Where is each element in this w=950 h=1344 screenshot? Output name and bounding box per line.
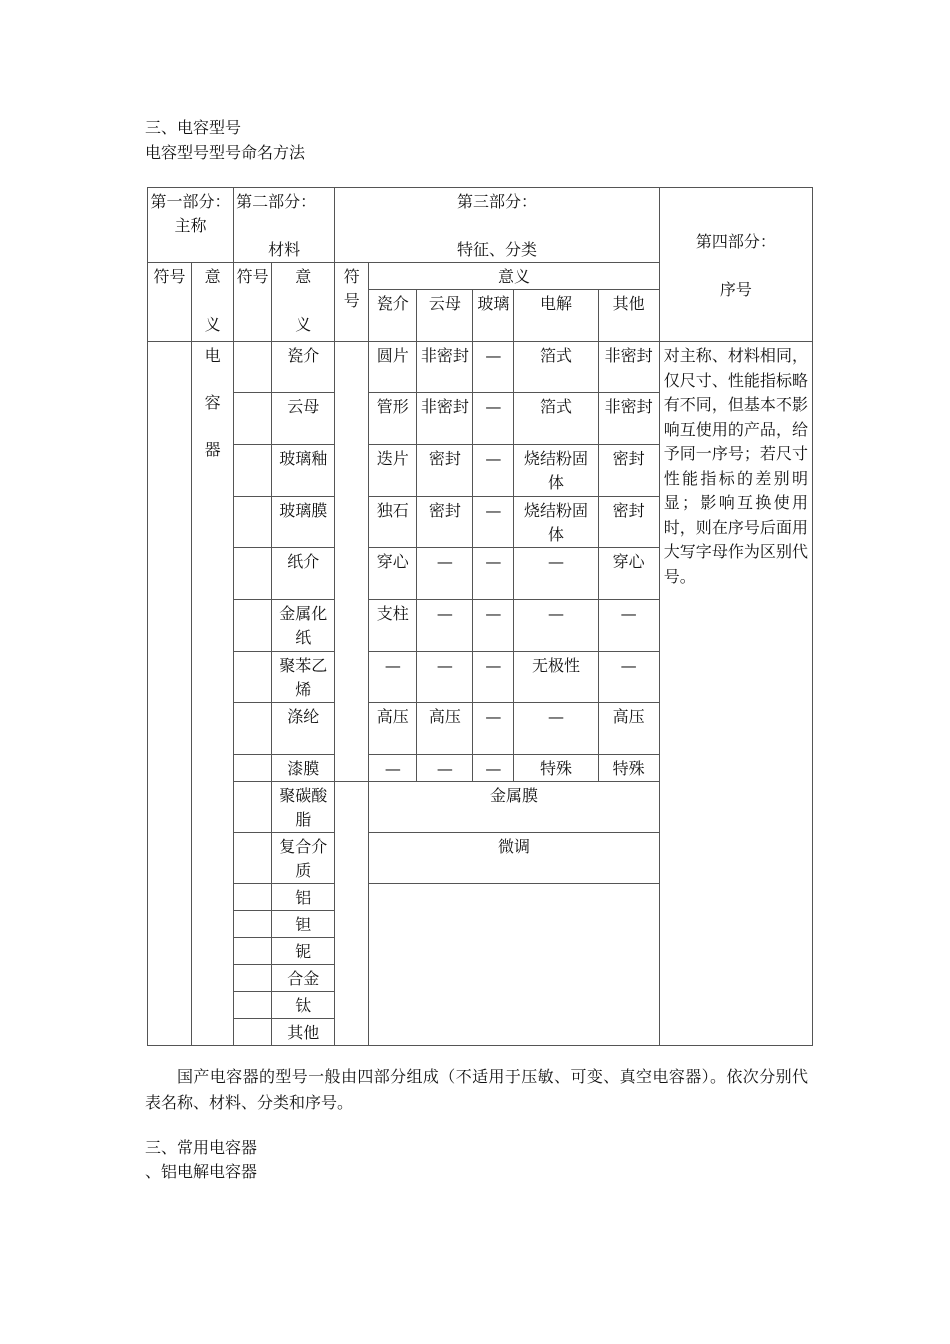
empty-block <box>369 884 659 1046</box>
header-part2: 第二部分： 材料 <box>234 188 335 263</box>
table-row <box>148 342 813 393</box>
cell-glass: — <box>473 497 514 548</box>
col-symbol-3: 符号 <box>335 263 369 342</box>
cell-other: 密封 <box>598 497 659 548</box>
material-symbol <box>234 497 272 548</box>
cell-mica: — <box>417 652 473 703</box>
material-name: 合金 <box>272 965 335 992</box>
cell-ceramic: — <box>369 755 417 782</box>
col-symbol-2: 符号 <box>234 263 272 342</box>
cell-ceramic: 高压 <box>369 703 417 755</box>
material-symbol <box>234 965 272 992</box>
material-name: 瓷介 <box>272 342 335 393</box>
table-caption: 电容型号型号命名方法 <box>145 143 306 162</box>
cell-glass: — <box>473 600 514 652</box>
cell-mica: — <box>417 548 473 600</box>
material-symbol <box>234 884 272 911</box>
cell-mica: — <box>417 755 473 782</box>
material-name: 聚碳酸脂 <box>272 782 335 833</box>
material-symbol <box>234 1019 272 1046</box>
serial-note: 对主称、材料相同，仅尺寸、性能指标略有不同，但基本不影响互使用的产品，给予同一序号；若尺寸性能指标的差别明显；影响互换使用时，则在序号后面用大写字母作为区别代号。 <box>659 342 812 1046</box>
header-part4: 第四部分： 序号 <box>659 188 812 342</box>
material-name: 玻璃釉 <box>272 445 335 497</box>
cell-electrolytic: 箔式 <box>514 393 598 445</box>
cell-ceramic: 穿心 <box>369 548 417 600</box>
material-name: 钛 <box>272 992 335 1019</box>
cat-mica: 云母 <box>417 290 473 342</box>
header-part3: 第三部分： 特征、分类 <box>335 188 659 263</box>
subsection-heading: 、铝电解电容器 <box>145 1162 258 1181</box>
material-name: 聚苯乙烯 <box>272 652 335 703</box>
span-cell: 金属膜 <box>369 782 659 833</box>
cell-glass: — <box>473 393 514 445</box>
cell-ceramic: — <box>369 652 417 703</box>
cell-electrolytic: — <box>514 703 598 755</box>
cell-ceramic: 独石 <box>369 497 417 548</box>
cell-mica: 非密封 <box>417 393 473 445</box>
body-paragraph: 国产电容器的型号一般由四部分组成（不适用于压敏、可变、真空电容器）。依次分别代表名称、材料、分类和序号。 <box>145 1067 808 1112</box>
cell-ceramic: 管形 <box>369 393 417 445</box>
cell-electrolytic: — <box>514 548 598 600</box>
material-symbol <box>234 652 272 703</box>
cell-other: 非密封 <box>598 393 659 445</box>
material-name: 玻璃膜 <box>272 497 335 548</box>
cell-other: 高压 <box>598 703 659 755</box>
class-symbol-cell <box>335 782 369 1046</box>
material-symbol <box>234 548 272 600</box>
material-name: 云母 <box>272 393 335 445</box>
section-heading: 三、常用电容器 <box>145 1138 258 1157</box>
main-name-cell: 电 容 器 <box>192 342 234 1046</box>
material-symbol <box>234 755 272 782</box>
material-name: 涤纶 <box>272 703 335 755</box>
material-symbol <box>234 445 272 497</box>
cell-electrolytic: 烧结粉固体 <box>514 497 598 548</box>
cell-electrolytic: 箔式 <box>514 342 598 393</box>
cell-other: 穿心 <box>598 548 659 600</box>
cell-mica: — <box>417 600 473 652</box>
cell-mica: 高压 <box>417 703 473 755</box>
col-meaning-3: 意义 <box>369 263 659 290</box>
cell-electrolytic: 特殊 <box>514 755 598 782</box>
cell-ceramic: 圆片 <box>369 342 417 393</box>
cell-glass: — <box>473 342 514 393</box>
cell-glass: — <box>473 445 514 497</box>
cell-mica: 非密封 <box>417 342 473 393</box>
material-symbol <box>234 600 272 652</box>
cell-other: 特殊 <box>598 755 659 782</box>
cell-other: 密封 <box>598 445 659 497</box>
cell-ceramic: 支柱 <box>369 600 417 652</box>
material-name: 其他 <box>272 1019 335 1046</box>
col-meaning-1: 意 义 <box>192 263 234 342</box>
cell-mica: 密封 <box>417 497 473 548</box>
material-symbol <box>234 703 272 755</box>
material-name: 金属化纸 <box>272 600 335 652</box>
material-symbol <box>234 992 272 1019</box>
cell-mica: 密封 <box>417 445 473 497</box>
material-name: 铌 <box>272 938 335 965</box>
material-name: 铝 <box>272 884 335 911</box>
section-heading: 三、电容型号 <box>145 118 242 137</box>
material-symbol <box>234 342 272 393</box>
material-symbol <box>234 911 272 938</box>
material-name: 漆膜 <box>272 755 335 782</box>
material-symbol <box>234 833 272 884</box>
main-symbol-cell <box>148 342 192 1046</box>
cell-glass: — <box>473 703 514 755</box>
material-symbol <box>234 782 272 833</box>
cat-ceramic: 瓷介 <box>369 290 417 342</box>
cat-glass: 玻璃 <box>473 290 514 342</box>
cell-glass: — <box>473 652 514 703</box>
cell-other: — <box>598 600 659 652</box>
cell-other: — <box>598 652 659 703</box>
col-meaning-2: 意 义 <box>272 263 335 342</box>
material-name: 纸介 <box>272 548 335 600</box>
material-name: 钽 <box>272 911 335 938</box>
header-part1: 第一部分：主称 <box>148 188 234 263</box>
material-symbol <box>234 393 272 445</box>
capacitor-model-table <box>147 187 813 1046</box>
cell-electrolytic: — <box>514 600 598 652</box>
cell-electrolytic: 烧结粉固体 <box>514 445 598 497</box>
cell-glass: — <box>473 548 514 600</box>
material-symbol <box>234 938 272 965</box>
span-cell: 微调 <box>369 833 659 884</box>
cat-other: 其他 <box>598 290 659 342</box>
cell-other: 非密封 <box>598 342 659 393</box>
material-name: 复合介质 <box>272 833 335 884</box>
cell-ceramic: 迭片 <box>369 445 417 497</box>
class-symbol-cell <box>335 342 369 782</box>
cell-glass: — <box>473 755 514 782</box>
col-symbol-1: 符号 <box>148 263 192 342</box>
cat-electrolytic: 电解 <box>514 290 598 342</box>
cell-electrolytic: 无极性 <box>514 652 598 703</box>
